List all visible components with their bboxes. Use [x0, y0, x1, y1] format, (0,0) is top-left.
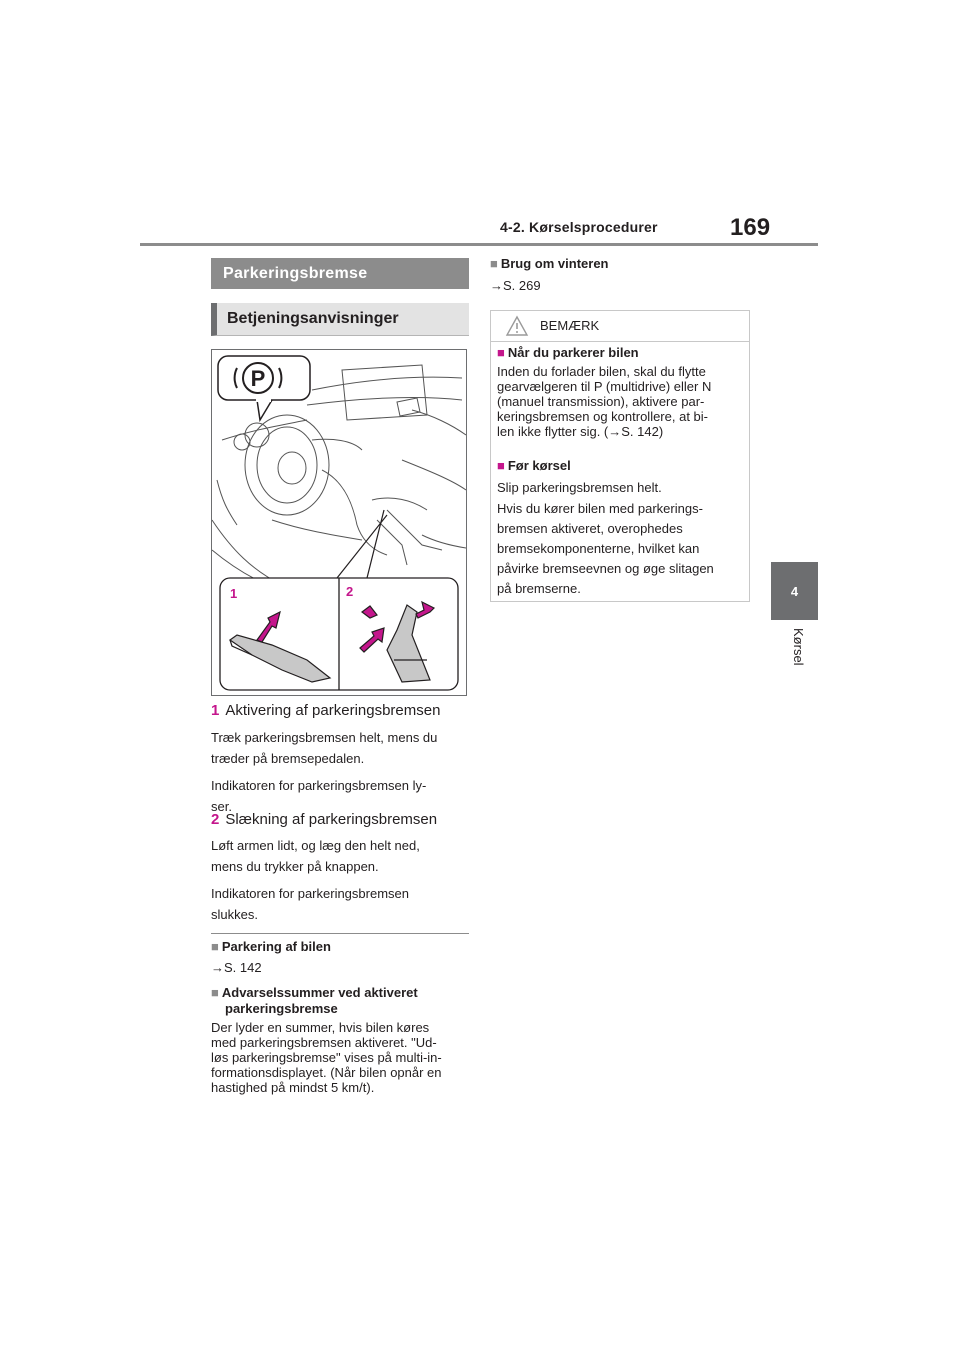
- step-2-line: Indikatoren for parkeringsbremsen: [211, 886, 409, 901]
- step-2-line: Løft armen lidt, og læg den helt ned,: [211, 838, 420, 853]
- buzzer-line: løs parkeringsbremse" vises på multi-in-: [211, 1050, 442, 1065]
- notice-drive-line: Hvis du kører bilen med parkerings-: [497, 501, 703, 516]
- arrow-icon: →: [211, 960, 224, 975]
- step-2-body: [211, 836, 420, 924]
- buzzer-line: med parkeringsbremsen aktiveret. "Ud-: [211, 1035, 437, 1050]
- step-2-title-text: Slækning af parkeringsbremsen: [225, 811, 438, 828]
- notice-drive-line: påvirke bremseevnen og øge slitagen: [497, 561, 714, 576]
- subsection-title: [211, 303, 469, 336]
- chapter-tab: [771, 562, 818, 620]
- notice-park-body: [497, 364, 711, 439]
- notice-park-ref[interactable]: S. 142): [621, 424, 664, 439]
- notice-header: [490, 310, 750, 342]
- header-section-title: 4-2. Kørselsprocedurer: [500, 219, 658, 235]
- parking-brake-illustration: [211, 349, 467, 696]
- header-rule: [140, 243, 818, 246]
- step-1-body: [211, 728, 437, 816]
- chapter-number: 4: [790, 583, 799, 599]
- figure-label-2: 2: [346, 584, 354, 599]
- arrow-icon: →: [490, 278, 503, 293]
- square-bullet-icon: ■: [211, 985, 219, 1000]
- chapter-label: Kørsel: [791, 628, 806, 666]
- notice-drive-line: på bremserne.: [497, 581, 581, 596]
- parking-ref[interactable]: [211, 958, 262, 977]
- parking-heading-text: Parkering af bilen: [221, 939, 331, 954]
- divider: [211, 933, 469, 934]
- notice-park-heading: [497, 345, 639, 360]
- notice-drive-body: [497, 478, 714, 598]
- square-bullet-icon: ■: [211, 939, 219, 954]
- step-1-title-text: Aktivering af parkeringsbremsen: [225, 702, 441, 719]
- winter-heading: [490, 256, 608, 271]
- buzzer-heading-line: parkeringsbremse: [225, 1001, 338, 1016]
- notice-drive-heading: [497, 458, 571, 473]
- notice-park-line: Inden du forlader bilen, skal du flytte: [497, 364, 706, 379]
- square-bullet-icon: ■: [497, 345, 505, 360]
- notice-drive-line: Slip parkeringsbremsen helt.: [497, 480, 662, 495]
- step-2-line: slukkes.: [211, 907, 258, 922]
- figure-label-1: 1: [230, 586, 238, 601]
- notice-drive-line: bremsekomponenterne, hvilket kan: [497, 541, 700, 556]
- step-2-title: [211, 811, 437, 828]
- notice-drive-line: bremsen aktiveret, overophedes: [497, 521, 683, 536]
- arrow-icon: →: [608, 424, 622, 439]
- step-1-line: Indikatoren for parkeringsbremsen ly-: [211, 778, 427, 793]
- section-title: [211, 258, 469, 289]
- square-bullet-icon: ■: [497, 458, 505, 473]
- buzzer-line: Der lyder en summer, hvis bilen køres: [211, 1020, 430, 1035]
- notice-title: BEMÆRK: [540, 318, 600, 333]
- p-symbol: P: [250, 366, 266, 391]
- page-number: 169: [730, 214, 771, 241]
- section-title-text: Parkeringsbremse: [223, 264, 368, 282]
- notice-park-line-text: len ikke flytter sig. (: [497, 424, 609, 439]
- illustration-svg: [212, 350, 466, 695]
- buzzer-body: [211, 1020, 442, 1095]
- notice-park-line: keringsbremsen og kontrollere, at bi-: [497, 409, 708, 424]
- step-1-line: ser.: [211, 799, 232, 814]
- buzzer-line: formationsdisplayet. (Når bilen opnår en: [211, 1065, 442, 1080]
- step-1-line: Træk parkeringsbremsen helt, mens du: [211, 730, 438, 745]
- step-1-line: træder på bremsepedalen.: [211, 751, 365, 766]
- buzzer-heading: [211, 985, 418, 1017]
- winter-heading-text: Brug om vinteren: [500, 256, 609, 271]
- notice-park-line: [497, 424, 711, 439]
- notice-drive-heading-text: Før kørsel: [507, 458, 571, 473]
- parking-ref-text: S. 142: [224, 960, 262, 975]
- buzzer-heading-line: Advarselssummer ved aktiveret: [221, 985, 418, 1000]
- step-1-title: [211, 702, 440, 719]
- step-1-number: 1: [211, 702, 220, 719]
- parking-heading: [211, 939, 331, 954]
- notice-park-line: gearvælgeren til P (multidrive) eller N: [497, 379, 712, 394]
- warning-triangle-icon: [505, 315, 529, 337]
- notice-park-line: (manuel transmission), aktivere par-: [497, 394, 705, 409]
- winter-ref[interactable]: [490, 276, 541, 295]
- winter-ref-text: S. 269: [503, 278, 541, 293]
- buzzer-line: hastighed på mindst 5 km/t).: [211, 1080, 375, 1095]
- subsection-title-text: Betjeningsanvisninger: [227, 310, 399, 327]
- step-2-number: 2: [211, 811, 220, 828]
- notice-park-heading-text: Når du parkerer bilen: [507, 345, 639, 360]
- square-bullet-icon: ■: [490, 256, 498, 271]
- step-2-line: mens du trykker på knappen.: [211, 859, 379, 874]
